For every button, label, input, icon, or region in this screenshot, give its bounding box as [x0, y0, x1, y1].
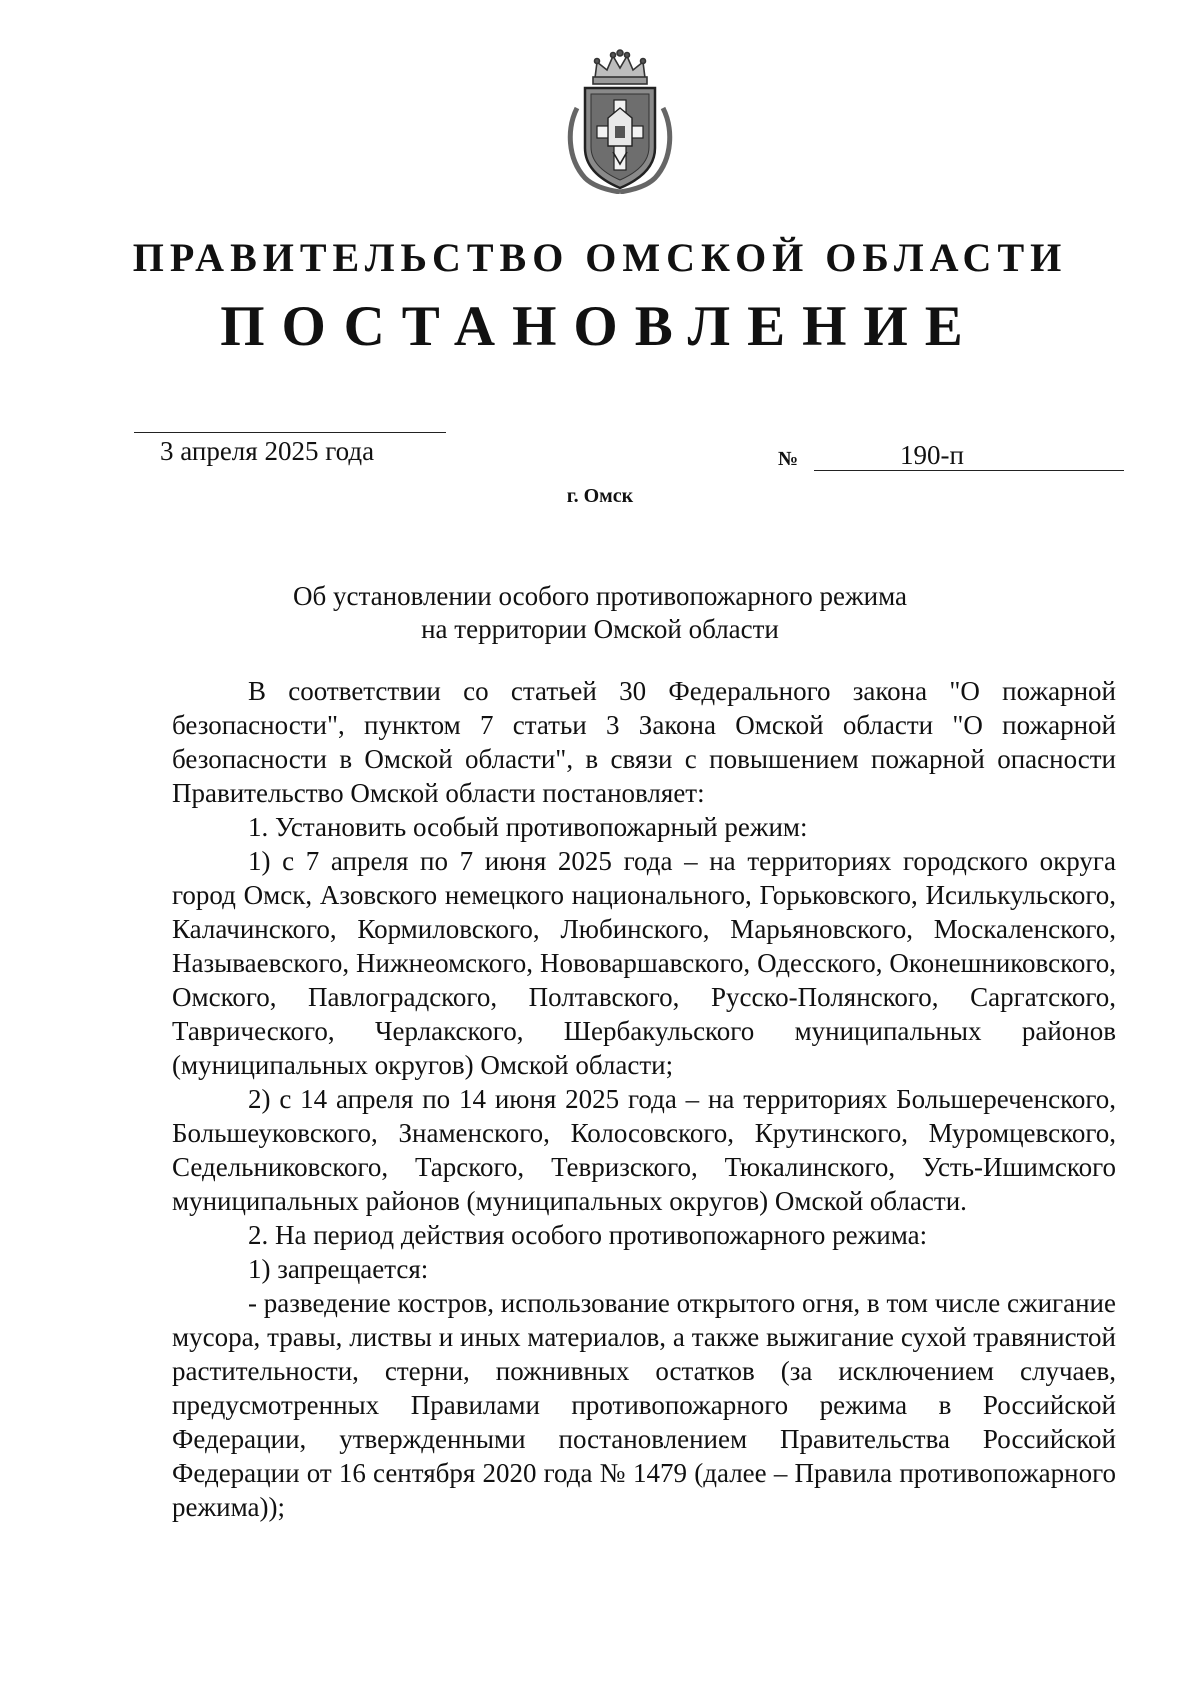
- document-body: [172, 674, 1116, 1524]
- clause-1-heading: 1. Установить особый противопожарный режим:: [248, 812, 808, 842]
- organization-title: ПРАВИТЕЛЬСТВО ОМСКОЙ ОБЛАСТИ: [132, 235, 1068, 280]
- clause-1-item-2: 2) с 14 апреля по 14 июня 2025 года – на территориях Большереченского, Большеуковского, Знаменского, Колосовского, Крутинского, Муромцевского, Седельниковского, Тарского, Тевризского, Тюкалинского, Усть-Ишимского муниципальных районов (муниципальных округов) Омской области.: [172, 1084, 1116, 1216]
- document-subject: [0, 580, 1200, 646]
- omsk-oblast-coat-of-arms-icon: [563, 48, 677, 194]
- subject-line: на территории Омской области: [421, 614, 779, 644]
- preamble-paragraph: В соответствии со статьей 30 Федерального закона "О пожарной безопасности", пунктом 7 статьи 3 Закона Омской области "О пожарной безопасности в Омской области", в связи с повышением пожарной опасности Правительство Омской области постановляет:: [172, 676, 1116, 808]
- clause-1-item-1: 1) с 7 апреля по 7 июня 2025 года – на территориях городского округа город Омск, Азовского немецкого национального, Горьковского, Исилькульского, Калачинского, Кормиловского, Любинского, Марьяновского, Москаленского, Называевского, Нижнеомского, Нововаршавского, Одесского, Оконешниковского, Омского, Павлоградского, Полтавского, Русско-Полянского, Саргатского, Таврического, Черлакского, Шербакульского муниципальных районов (муниципальных округов) Омской области;: [172, 846, 1116, 1080]
- clause-2-item-1-bullet: - разведение костров, использование открытого огня, в том числе сжигание мусора, травы, листвы и иных материалов, а также выжигание сухой травянистой растительности, стерни, пожнивных остатков (за исключением случаев, предусмотренных Правилами противопожарного режима в Российской Федерации, утвержденными постановлением Правительства Российской Федерации от 16 сентября 2020 года № 1479 (далее – Правила противопожарного режима));: [172, 1288, 1116, 1522]
- document-number: 190-п: [900, 440, 964, 470]
- number-sign: №: [778, 448, 799, 470]
- subject-line: Об установлении особого противопожарного режима: [293, 581, 907, 611]
- clause-2-item-1: 1) запрещается:: [248, 1254, 429, 1284]
- city-label: г. Омск: [566, 485, 634, 507]
- document-date: 3 апреля 2025 года: [160, 436, 375, 466]
- clause-2-heading: 2. На период действия особого противопожарного режима:: [248, 1220, 928, 1250]
- date-underline: [134, 432, 446, 433]
- document-type-title: ПОСТАНОВЛЕНИЕ: [220, 295, 980, 358]
- number-underline: [814, 470, 1124, 471]
